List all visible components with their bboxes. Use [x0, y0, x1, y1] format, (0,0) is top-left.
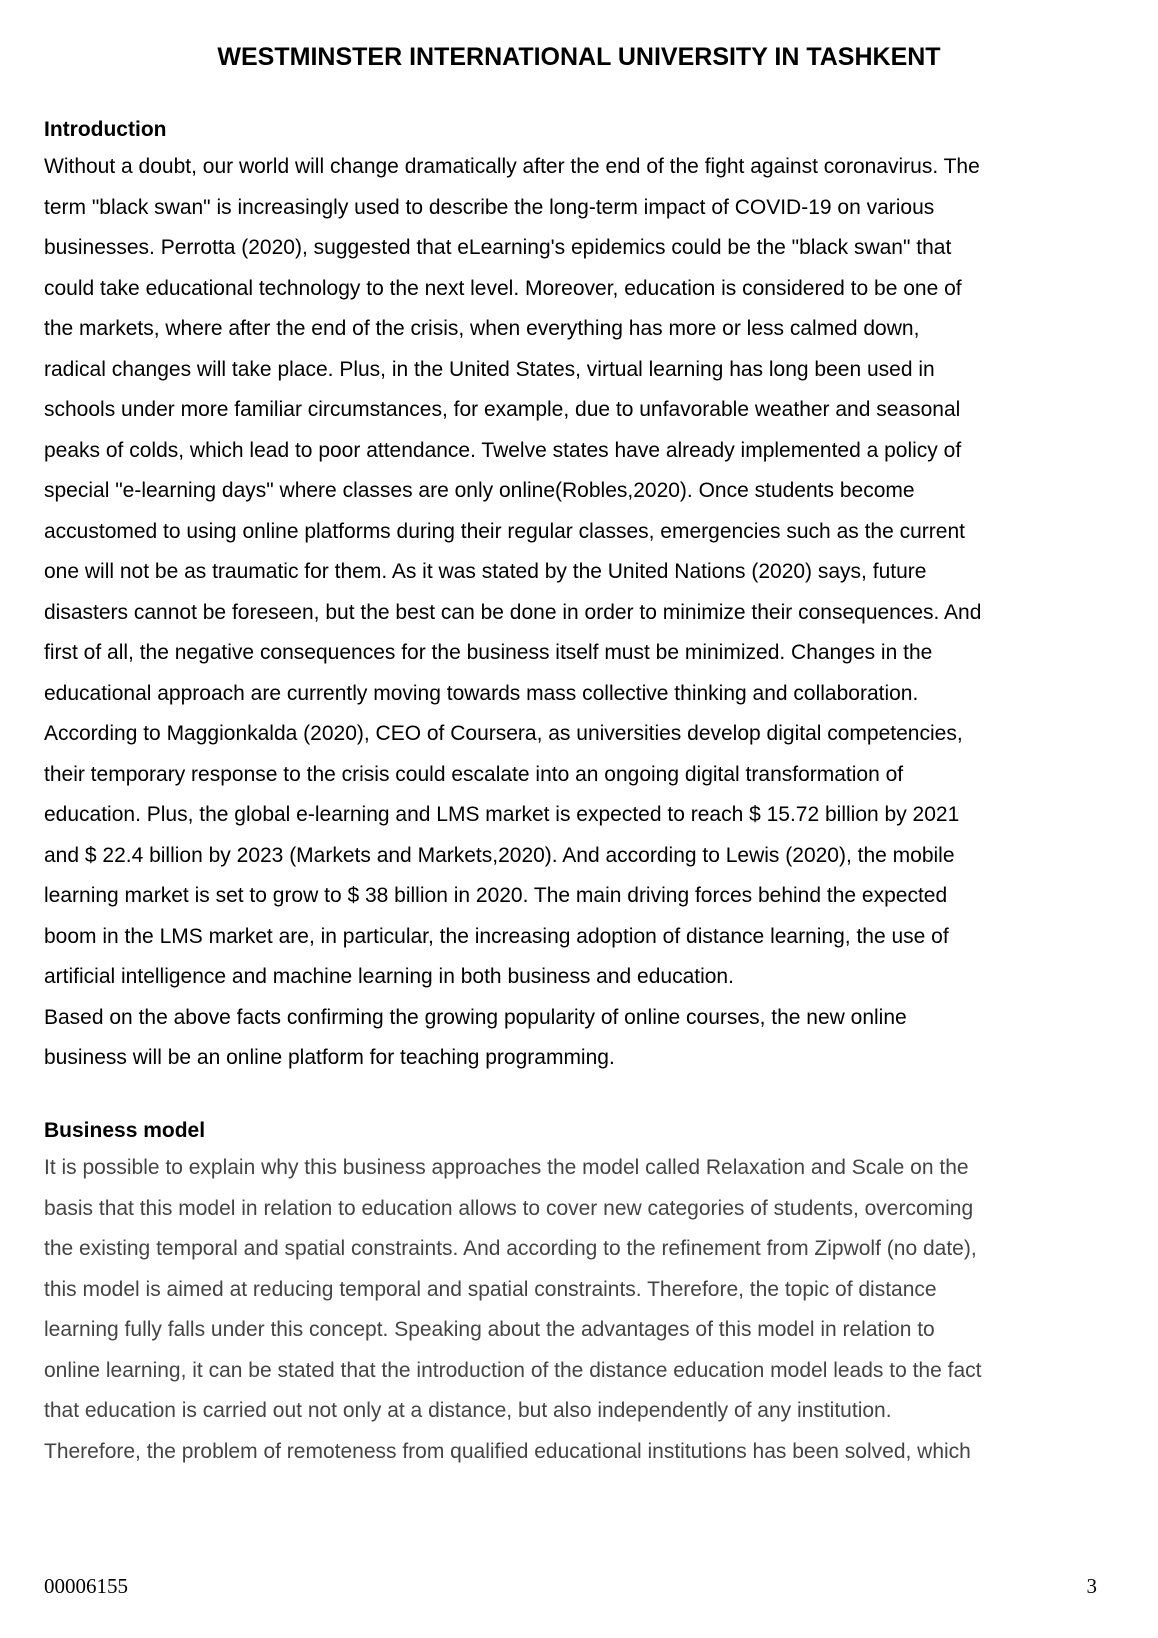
text-line: educational approach are currently moving towards mass collective thinking and collaboration.: [44, 681, 919, 705]
text-line: businesses. Perrotta (2020), suggested that eLearning's epidemics could be the "black swan" that: [44, 236, 952, 259]
text-line: their temporary response to the crisis could escalate into an ongoing digital transformation of: [44, 762, 904, 786]
text-line: this model is aimed at reducing temporal and spatial constraints. Therefore, the topic of distance: [44, 1277, 937, 1301]
text-line: boom in the LMS market are, in particular, the increasing adoption of distance learning, the use of: [44, 924, 949, 948]
footer-student-id: 00006155: [44, 1574, 128, 1598]
text-line: the existing temporal and spatial constraints. And according to the refinement from Zipwolf (no date),: [44, 1237, 977, 1260]
footer-page-number: 3: [1086, 1574, 1097, 1598]
text-line: According to Maggionkalda (2020), CEO of Coursera, as universities develop digital competencies,: [44, 722, 963, 745]
business-model-paragraph: [44, 1148, 1119, 1472]
text-line: online learning, it can be stated that the introduction of the distance education model leads to the fact: [44, 1358, 982, 1382]
text-line: business will be an online platform for teaching programming.: [44, 1046, 615, 1069]
text-line: peaks of colds, which lead to poor attendance. Twelve states have already implemented a policy of: [44, 438, 962, 462]
text-line: It is possible to explain why this business approaches the model called Relaxation and Scale on the: [44, 1156, 969, 1179]
text-line: schools under more familiar circumstances, for example, due to unfavorable weather and seasonal: [44, 398, 961, 421]
text-line: radical changes will take place. Plus, in the United States, virtual learning has long been used in: [44, 357, 935, 381]
text-line: term "black swan" is increasingly used to describe the long-term impact of COVID-19 on various: [44, 195, 935, 219]
text-line: education. Plus, the global e-learning and LMS market is expected to reach $ 15.72 billion by 2021: [44, 803, 960, 826]
text-line: accustomed to using online platforms during their regular classes, emergencies such as the current: [44, 519, 965, 543]
text-line: Based on the above facts confirming the growing popularity of online courses, the new online: [44, 1005, 907, 1029]
introduction-heading: Introduction: [44, 118, 167, 141]
text-line: that education is carried out not only at a distance, but also independently of any institution.: [44, 1399, 892, 1422]
text-line: Without a doubt, our world will change dramatically after the end of the fight against coronavirus. The: [44, 155, 980, 178]
university-title: WESTMINSTER INTERNATIONAL UNIVERSITY IN TASHKENT: [217, 43, 941, 71]
text-line: basis that this model in relation to education allows to cover new categories of students, overcoming: [44, 1196, 974, 1220]
text-line: could take educational technology to the next level. Moreover, education is considered to be one of: [44, 276, 962, 300]
text-line: one will not be as traumatic for them. As it was stated by the United Nations (2020) says, future: [44, 560, 927, 583]
introduction-paragraph: [44, 147, 1119, 1079]
text-line: learning market is set to grow to $ 38 billion in 2020. The main driving forces behind the expected: [44, 884, 948, 907]
business-model-heading: Business model: [44, 1119, 206, 1142]
text-line: disasters cannot be foreseen, but the best can be done in order to minimize their consequences. And: [44, 600, 982, 624]
text-line: special "e-learning days" where classes are only online(Robles,2020). Once students become: [44, 479, 915, 502]
text-line: the markets, where after the end of the crisis, when everything has more or less calmed down,: [44, 317, 920, 340]
text-line: artificial intelligence and machine learning in both business and education.: [44, 965, 734, 988]
text-line: learning fully falls under this concept. Speaking about the advantages of this model in relation to: [44, 1318, 935, 1341]
text-line: first of all, the negative consequences for the business itself must be minimized. Changes in the: [44, 641, 933, 664]
text-line: and $ 22.4 billion by 2023 (Markets and Markets,2020). And according to Lewis (2020), the mobile: [44, 843, 955, 867]
text-line: Therefore, the problem of remoteness from qualified educational institutions has been solved, which: [44, 1439, 971, 1463]
